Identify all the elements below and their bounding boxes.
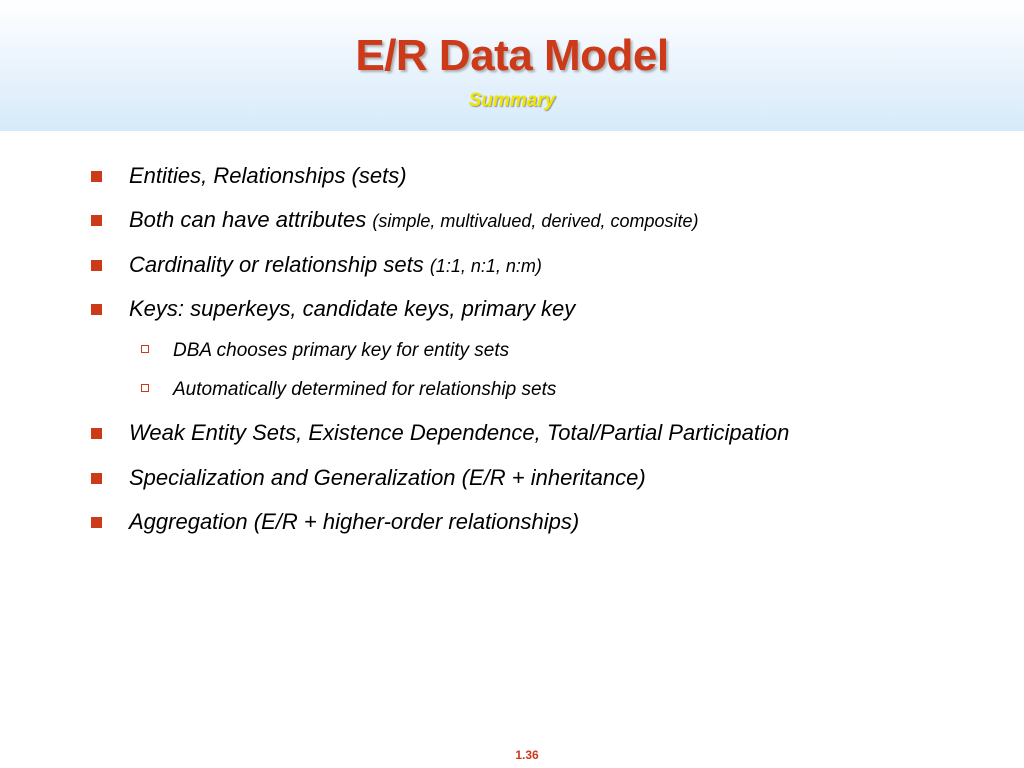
bullet-text: [129, 419, 789, 447]
sub-bullet-text: Automatically determined for relationship sets: [173, 379, 557, 400]
bullet-main: Keys: superkeys, candidate keys, primary key: [129, 296, 576, 321]
bullet-text: [129, 206, 699, 235]
bullet-main: Aggregation (E/R + higher-order relationships): [129, 509, 580, 534]
slide-subtitle: Summary: [468, 90, 556, 111]
bullet-text: [129, 295, 575, 323]
square-bullet-icon: [91, 473, 102, 484]
bullet-main: Entities, Relationships (sets): [129, 163, 407, 188]
page-number: 1.36: [515, 748, 539, 762]
bullet-note: (simple, multivalued, derived, composite): [372, 211, 699, 231]
bullet-text: [129, 464, 646, 492]
bullet-text: [129, 251, 542, 280]
hollow-square-bullet-icon: [141, 384, 149, 392]
bullet-main: Weak Entity Sets, Existence Dependence, Total/Partial Participation: [129, 420, 790, 445]
slide-title: E/R Data Model: [355, 31, 669, 80]
sub-bullet-text: DBA chooses primary key for entity sets: [173, 340, 510, 361]
bullet-note: (1:1, n:1, n:m): [429, 256, 542, 276]
square-bullet-icon: [91, 171, 102, 182]
square-bullet-icon: [91, 260, 102, 271]
square-bullet-icon: [91, 428, 102, 439]
bullet-main: Cardinality or relationship sets: [129, 252, 430, 277]
bullet-main: Both can have attributes: [129, 207, 373, 232]
bullet-text: [129, 508, 579, 536]
square-bullet-icon: [91, 215, 102, 226]
square-bullet-icon: [91, 304, 102, 315]
bullet-text: [129, 162, 407, 190]
hollow-square-bullet-icon: [141, 345, 149, 353]
bullet-main: Specialization and Generalization (E/R + inheritance): [129, 465, 646, 490]
square-bullet-icon: [91, 517, 102, 528]
